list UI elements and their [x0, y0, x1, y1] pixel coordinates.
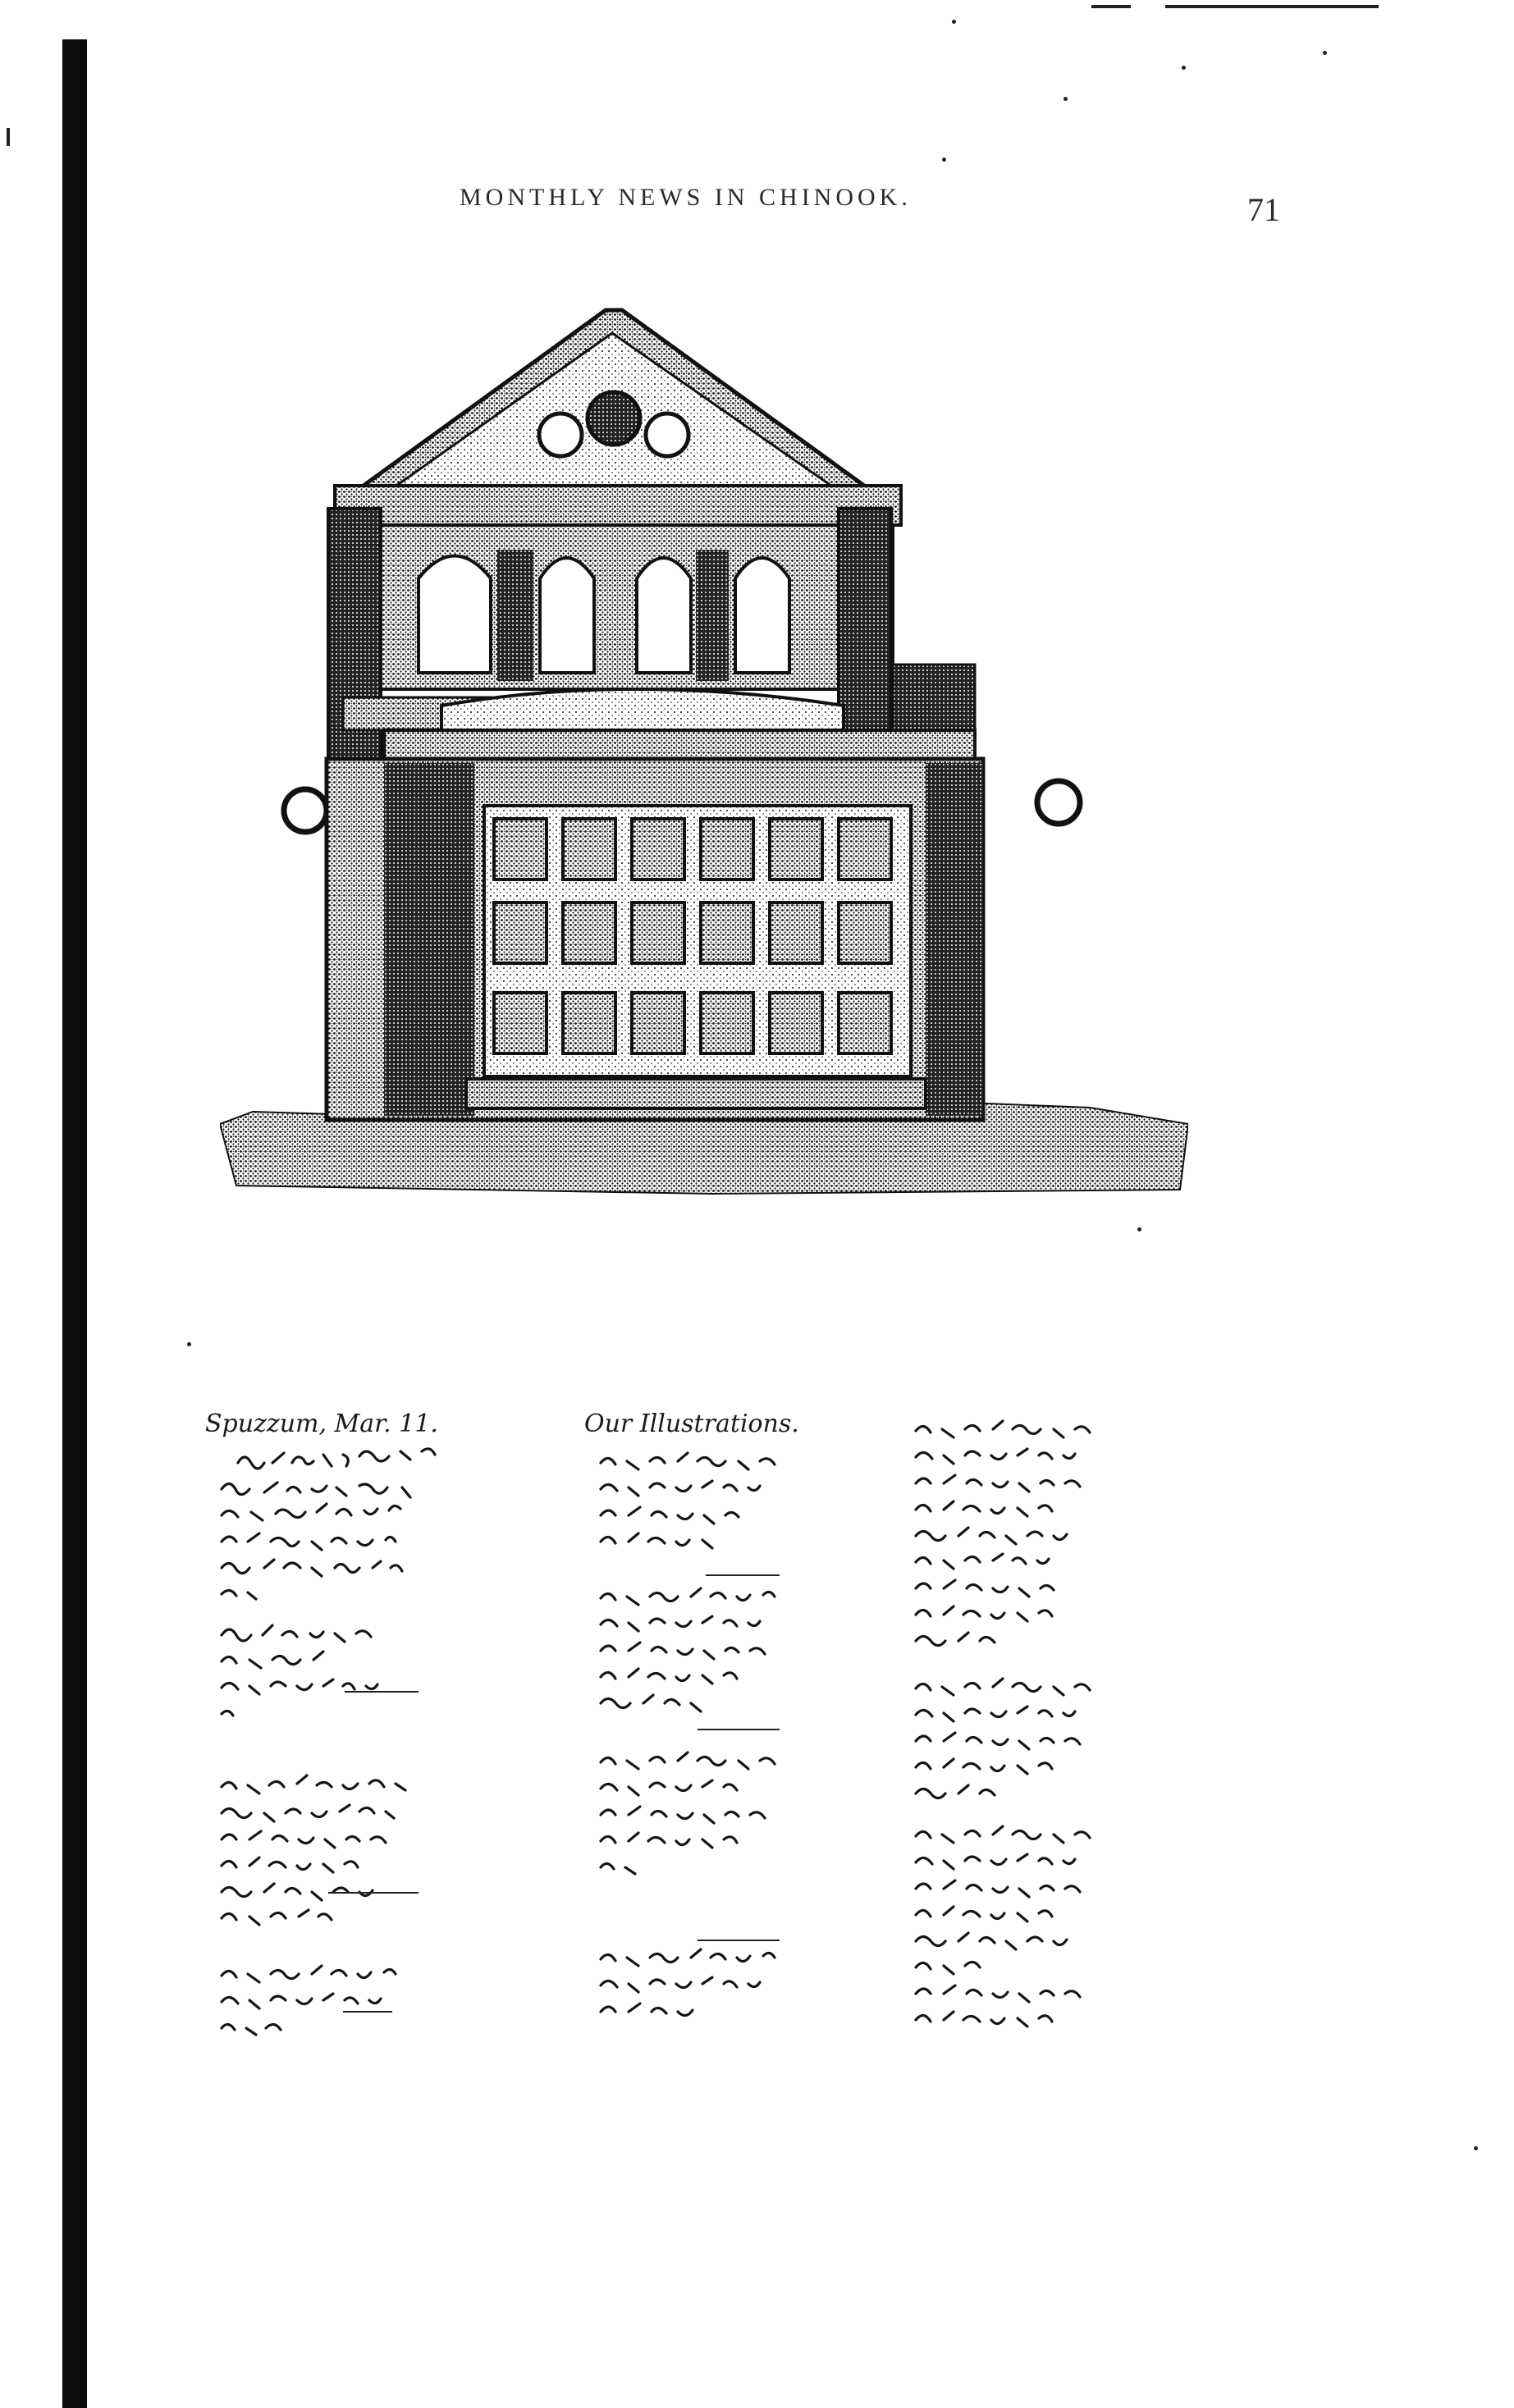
shorthand-text-block	[908, 1410, 1244, 1680]
scan-mark	[1165, 5, 1379, 8]
column-2	[584, 1410, 921, 1643]
scan-speck	[1182, 66, 1186, 70]
ornate-carved-chair-icon	[220, 304, 1188, 1214]
running-head: MONTHLY NEWS IN CHINOOK.	[460, 184, 912, 211]
shorthand-text-block	[584, 1738, 921, 1918]
scan-speck	[187, 1342, 191, 1346]
scan-speck	[1474, 2146, 1478, 2150]
column-heading: Our Illustrations.	[584, 1410, 799, 1438]
column-heading: Spuzzum, Mar. 11.	[205, 1410, 438, 1438]
scan-speck	[942, 158, 946, 162]
section-rule	[328, 1892, 419, 1894]
page-number: 71	[1247, 191, 1280, 228]
binding-shadow	[62, 39, 87, 2408]
shorthand-text-block	[908, 1812, 1244, 2049]
section-rule	[343, 2011, 392, 2013]
shorthand-text-block	[584, 1574, 921, 1746]
section-rule	[345, 1691, 419, 1693]
scan-mark	[7, 128, 10, 146]
shorthand-text-block	[908, 1664, 1244, 1828]
shorthand-text-block	[205, 1951, 550, 2066]
column-1	[205, 1410, 550, 1865]
scan-speck	[1323, 51, 1327, 55]
scan-speck	[952, 20, 956, 24]
section-rule	[698, 1940, 780, 1941]
section-rule	[706, 1574, 780, 1576]
scan-speck	[1063, 97, 1068, 101]
scan-mark	[1091, 5, 1131, 8]
scan-speck	[1137, 1227, 1141, 1231]
section-rule	[698, 1729, 780, 1730]
shorthand-text-block	[584, 1935, 921, 2058]
